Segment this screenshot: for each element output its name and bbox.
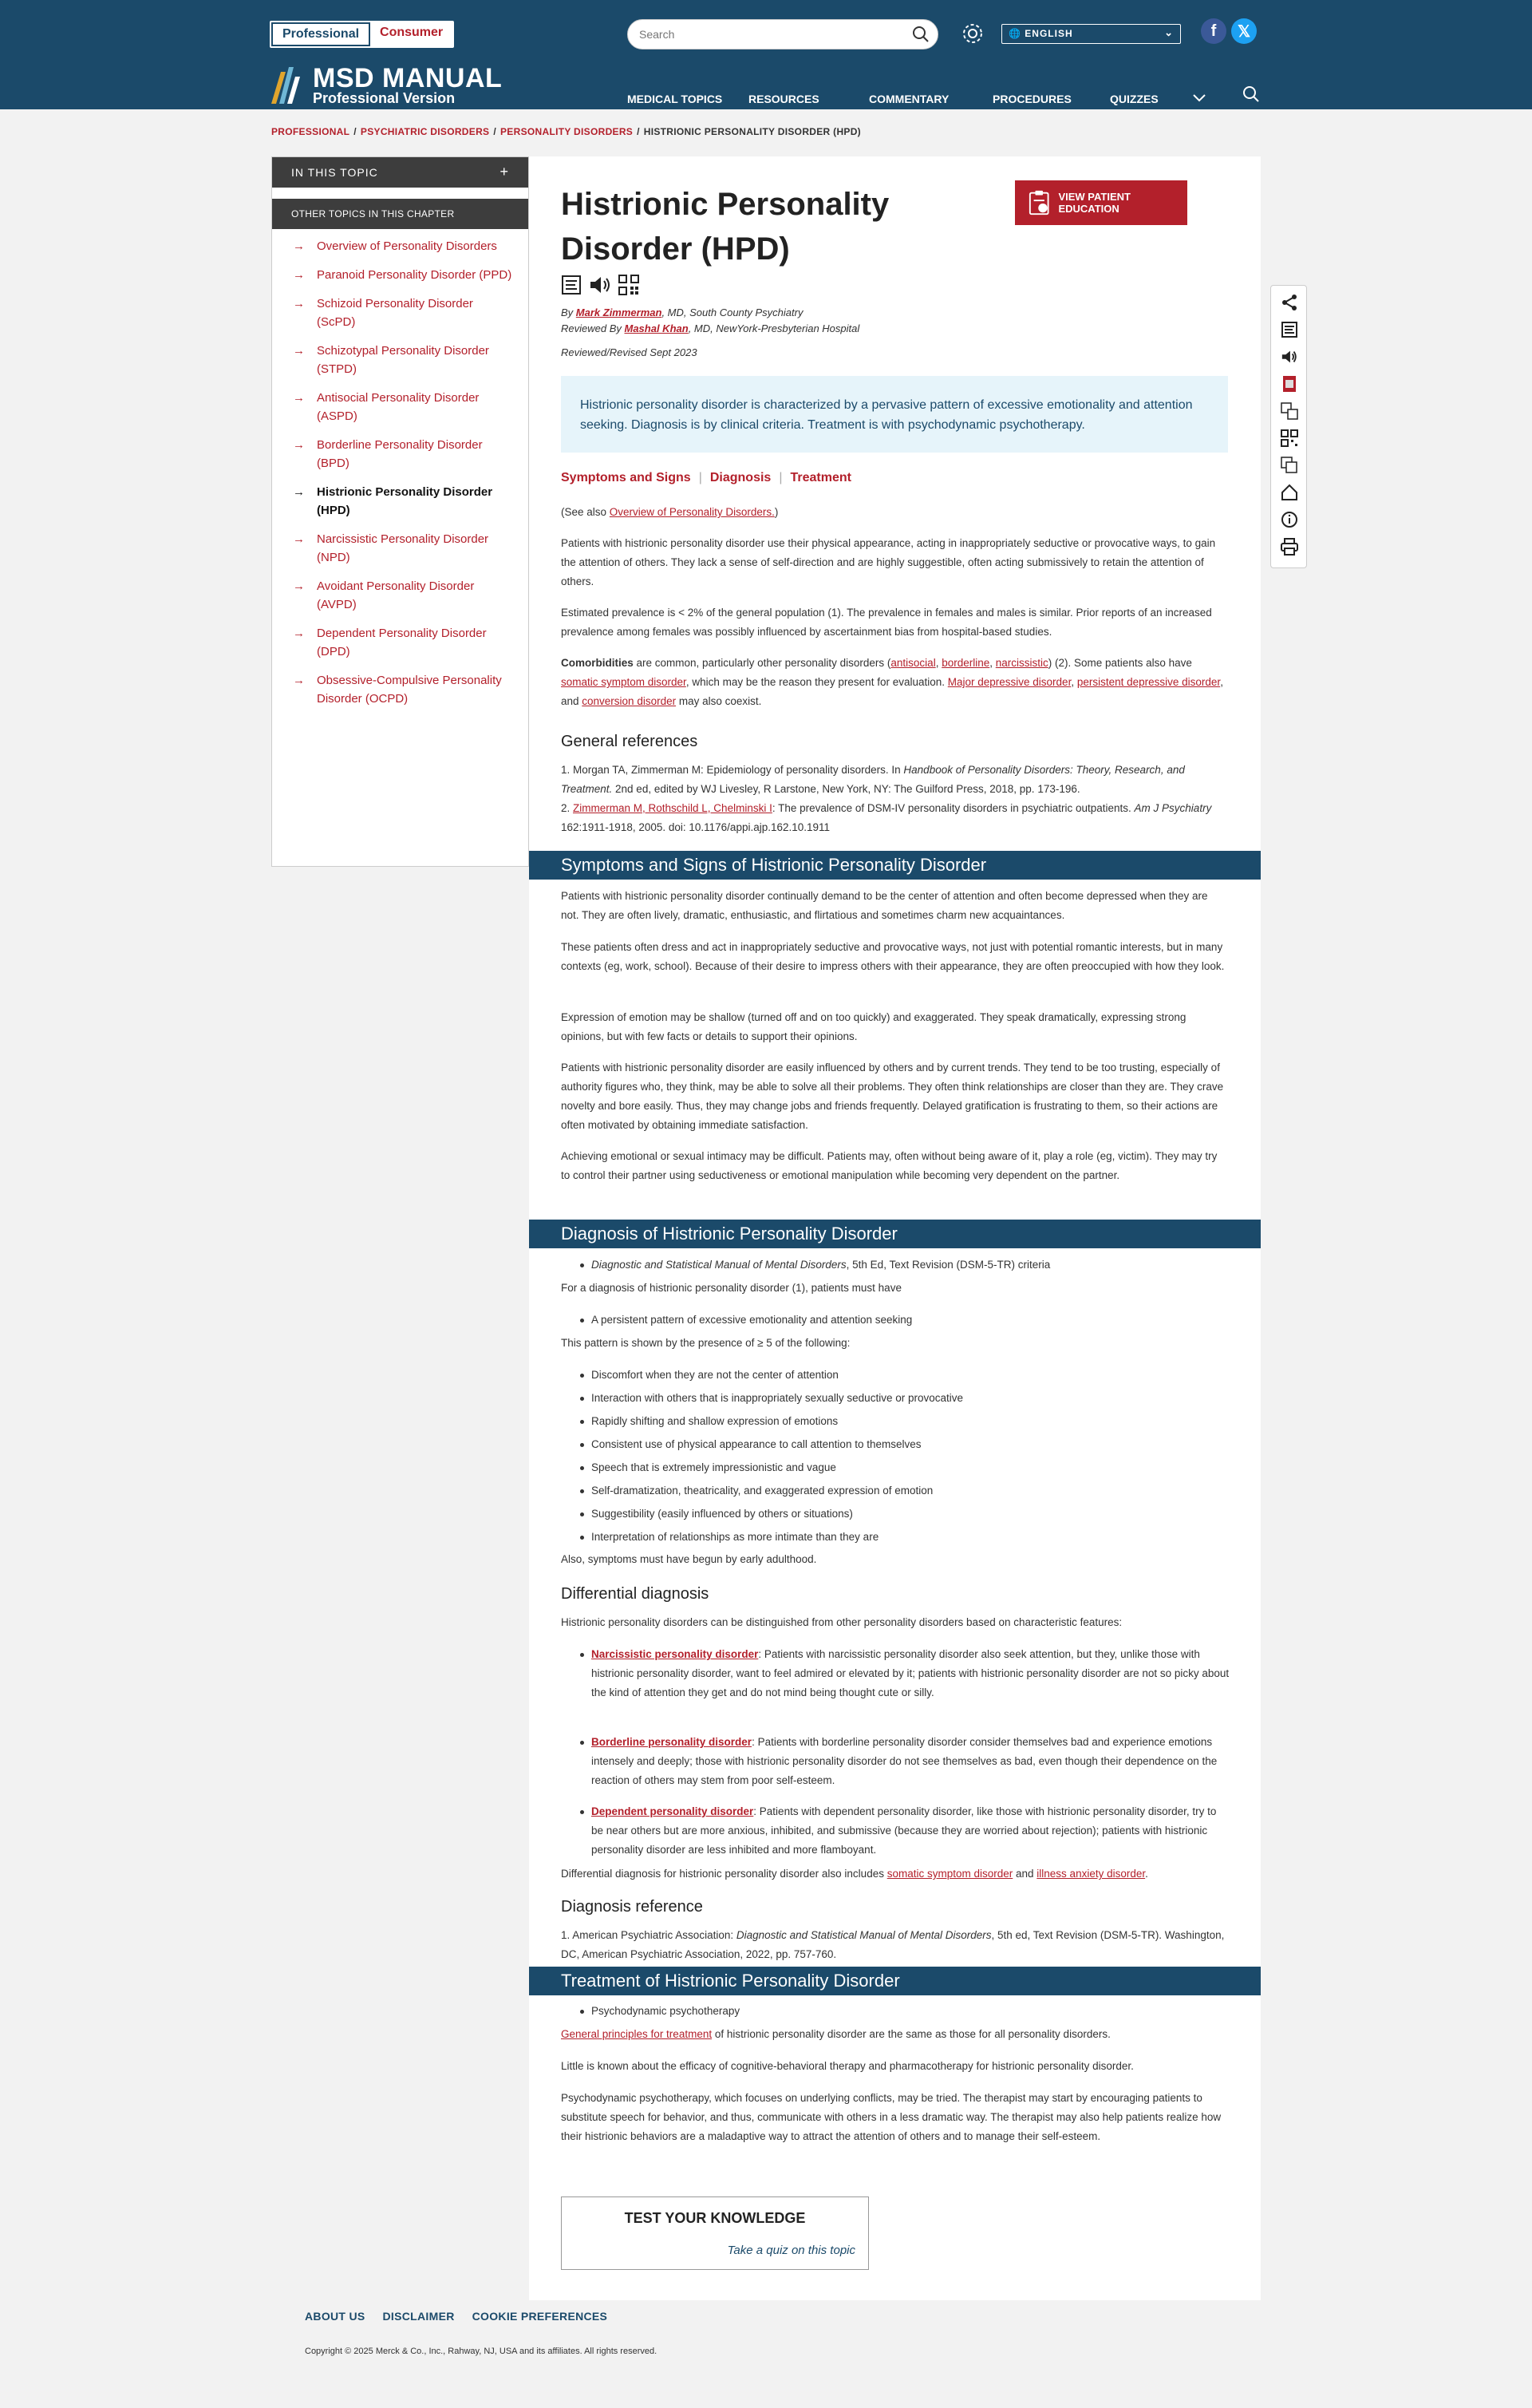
topic-jump-links: Symptoms and Signs | Diagnosis | Treatment [561, 471, 851, 484]
sidebar-item-obsessive-compulsive[interactable]: → Obsessive-Compulsive Personality Disorder (OCPD) [272, 671, 528, 708]
somatic-symptom-disorder-link[interactable]: somatic symptom disorder [886, 1868, 1013, 1880]
copy-icon[interactable] [1281, 457, 1298, 474]
symptoms-section-heading: Symptoms and Signs of Histrionic Personality Disorder [529, 851, 1261, 880]
disclaimer-link[interactable]: DISCLAIMER [382, 2310, 455, 2323]
in-this-topic-toggle[interactable]: IN THIS TOPIC + [272, 157, 528, 188]
treatment-section-heading: Treatment of Histrionic Personality Disorder [529, 1967, 1261, 1995]
footer-links [305, 2310, 607, 2323]
floating-toolbar [1270, 285, 1307, 568]
symptoms-paragraph-5: Achieving emotional or sexual intimacy may be difficult. Patients may, often without being aware of it, play a role (eg, victim). They may try to control their partner using seductiveness or emotional manipulation while becoming very dependent on the partner. [561, 1150, 1218, 1181]
gear-icon[interactable] [961, 22, 985, 48]
logo-mark-icon [270, 65, 306, 105]
list-item: A persistent pattern of excessive emotionality and attention seeking [591, 1311, 1230, 1330]
sidebar [271, 156, 529, 867]
arrow-right-icon: → [293, 239, 305, 253]
breadcrumb-personality-disorders[interactable]: PERSONALITY DISORDERS [500, 126, 634, 137]
breadcrumb-professional[interactable]: PROFESSIONAL [271, 126, 350, 137]
sidebar-item-narcissistic[interactable]: → Narcissistic Personality Disorder (NPD) [272, 530, 528, 567]
nav-procedures[interactable]: PROCEDURES [993, 93, 1072, 105]
globe-icon: 🌐 [1009, 28, 1021, 39]
nav-commentary[interactable]: COMMENTARY [869, 93, 950, 105]
sidebar-item-dependent[interactable]: → Dependent Personality Disorder (DPD) [272, 624, 528, 661]
cookie-preferences-link[interactable]: COOKIE PREFERENCES [472, 2310, 608, 2323]
share-icon[interactable] [1281, 294, 1298, 311]
jump-symptoms-link[interactable]: Symptoms and Signs [561, 471, 691, 484]
arrow-right-icon: → [293, 627, 305, 640]
overview-link[interactable]: Overview of Personality Disorders. [609, 506, 775, 518]
borderline-personality-link[interactable]: Borderline personality disorder [591, 1736, 752, 1748]
criteria-item: Rapidly shifting and shallow expression of emotions [591, 1412, 1230, 1431]
jump-diagnosis-link[interactable]: Diagnosis [709, 471, 772, 484]
reference-1: 1. Morgan TA, Zimmerman M: Epidemiology of personality disorders. In Handbook of Personality Disorders: Theory, Research, and Treatment. 2nd ed, edited by WJ Livesley, R Larstone, New York, NY: The Guilford Press, 2018, pp. 173-196. [561, 764, 1185, 795]
clipboard-icon [1028, 189, 1050, 216]
facebook-icon[interactable]: f [1201, 18, 1226, 44]
arrow-right-icon: → [293, 391, 305, 405]
nav-medical-topics[interactable]: MEDICAL TOPICS [627, 93, 723, 105]
criteria-item: Speech that is extremely impressionistic and vague [591, 1458, 1230, 1477]
logo-title: MSD MANUAL [313, 63, 503, 93]
somatic-symptom-link[interactable]: somatic symptom disorder [561, 676, 686, 688]
breadcrumb-psychiatric-disorders[interactable]: PSYCHIATRIC DISORDERS [360, 126, 490, 137]
breadcrumb: PROFESSIONAL / PSYCHIATRIC DISORDERS / PERSONALITY DISORDERS / HISTRIONIC PERSONALITY DISORDER (HPD) [271, 126, 861, 137]
article-tools [561, 275, 639, 298]
differential-item: Borderline personality disorder: Patients with borderline personality disorder consider themselves bad and experience emotions intensely and deeply; those with histrionic personality disorder do not see themselves as bad, even though their dependence on the reaction of others may stem from poor self-esteem. [591, 1733, 1230, 1790]
site-logo[interactable] [270, 65, 502, 105]
logo-subtitle: Professional Version [313, 90, 456, 106]
outline-icon[interactable] [1281, 321, 1298, 338]
sidebar-item-schizotypal[interactable]: → Schizotypal Personality Disorder (STPD) [272, 342, 528, 378]
persistent-depressive-link[interactable]: persistent depressive disorder [1076, 676, 1221, 688]
criteria-item: Interaction with others that is inappropriately sexually seductive or provocative [591, 1389, 1230, 1408]
sidebar-item-antisocial[interactable]: → Antisocial Personality Disorder (ASPD) [272, 389, 528, 425]
sidebar-item-avoidant[interactable]: → Avoidant Personality Disorder (AVPD) [272, 577, 528, 614]
reviewer-link[interactable]: Mashal Khan [624, 322, 689, 334]
list-item: Diagnostic and Statistical Manual of Mental Disorders, 5th Ed, Text Revision (DSM-5-TR) criteria [591, 1255, 1230, 1275]
topic-summary: Histrionic personality disorder is characterized by a pervasive pattern of excessive emotionality and attention seeking. Diagnosis is by clinical criteria. Treatment is with psychodynamic psychotherapy. [561, 376, 1228, 453]
symptoms-paragraph-2: These patients often dress and act in inappropriately seductive and provocative ways, not just with potential romantic interests, but in many contexts (eg, work, school). Because of their desire to impress others with their appearance, they are often preoccupied with how they look. [561, 941, 1225, 972]
sidebar-item-overview[interactable]: → Overview of Personality Disorders [272, 237, 528, 255]
see-also: (See also Overview of Personality Disorders.) [561, 506, 779, 518]
professional-toggle[interactable]: Professional [271, 22, 370, 46]
diagnosis-reference-1: 1. American Psychiatric Association: Diagnostic and Statistical Manual of Mental Disorders, 5th ed, Text Revision (DSM-5-TR). Washington, DC, American Psychiatric Association, 2022, pp. 757-760. [561, 1929, 1225, 1960]
treatment-paragraph-2: Little is known about the efficacy of cognitive-behavioral therapy and pharmacotherapy for histrionic personality disorder. [561, 2060, 1134, 2072]
nav-resources[interactable]: RESOURCES [748, 93, 819, 105]
language-select[interactable] [1001, 24, 1181, 44]
illness-anxiety-link[interactable]: illness anxiety disorder [1036, 1868, 1146, 1880]
consumer-toggle[interactable]: Consumer [380, 26, 444, 39]
copyright: Copyright © 2025 Merck & Co., Inc., Rahway, NJ, USA and its affiliates. All rights reserved. [305, 2347, 657, 2356]
audio-icon[interactable] [1281, 348, 1298, 366]
treatment-paragraph-1: General principles for treatment of histrionic personality disorder are the same as those for all personality disorders. [561, 2028, 1111, 2040]
other-topics-heading: OTHER TOPICS IN THIS CHAPTER [272, 199, 528, 229]
breadcrumb-current: HISTRIONIC PERSONALITY DISORDER (HPD) [643, 126, 861, 137]
view-patient-education-button[interactable]: VIEW PATIENT EDUCATION [1015, 180, 1187, 225]
treatment-paragraph-3: Psychodynamic psychotherapy, which focuses on underlying conflicts, may be tried. The therapist may start by encouraging patients to substitute speech for behavior, and thus, communicate with others in a less dramatic way. The therapist may also help patients realize how their histrionic behaviors are a maladaptive way to attract the attention of others and to manage their self-esteem. [561, 2092, 1222, 2142]
arrow-right-icon: → [293, 344, 305, 358]
audience-toggle [270, 21, 454, 48]
criteria-item: Consistent use of physical appearance to call attention to themselves [591, 1435, 1230, 1454]
differential-intro: Histrionic personality disorders can be distinguished from other personality disorders based on characteristic features: [561, 1616, 1123, 1628]
qr-code-icon[interactable] [618, 275, 639, 298]
antisocial-link[interactable]: antisocial [890, 657, 936, 669]
arrow-right-icon: → [293, 674, 305, 687]
article [529, 156, 1261, 2300]
twitter-icon[interactable]: 𝕏 [1231, 18, 1257, 44]
pdf-icon[interactable] [1281, 375, 1298, 393]
diagnosis-reference-heading: Diagnosis reference [561, 1898, 703, 1916]
narcissistic-personality-link[interactable]: Narcissistic personality disorder [591, 1648, 759, 1660]
intro-paragraph: Patients with histrionic personality disorder use their physical appearance, acting in inappropriately seductive or provocative ways, to gain the attention of others. They lack a sense of self-direction and are highly suggestible, often acting submissively to retain the attention of others. [561, 537, 1216, 587]
differential-item: Dependent personality disorder: Patients with dependent personality disorder, like those with histrionic personality disorder, try to be near others but are more anxious, inhibited, and submissive (because they are worried about rejection); patients with histrionic personality disorder are less inhibited and more flamboyant. [591, 1802, 1230, 1860]
symptoms-paragraph-4: Patients with histrionic personality disorder are easily influenced by others and by current trends. They tend to be too trusting, especially of authority figures who, they think, may be able to solve all their problems. They often think relationships are closer than they are. They crave novelty and bore easily. Thus, they may change jobs and friends frequently. Delayed gratification is frustrating to them, so their actions are often motivated by obtaining immediate satisfaction. [561, 1062, 1224, 1131]
translate-icon[interactable] [1281, 402, 1298, 420]
criteria-item: Suggestibility (easily influenced by others or situations) [591, 1505, 1230, 1524]
plus-icon: + [499, 164, 509, 180]
chevron-down-icon[interactable] [1192, 91, 1206, 108]
site-header [0, 0, 1532, 109]
arrow-right-icon: → [293, 579, 305, 593]
quiz-link[interactable]: Take a quiz on this topic [727, 2244, 855, 2257]
chapter-topic-list [272, 229, 528, 708]
major-depressive-link[interactable]: Major depressive disorder [947, 676, 1072, 688]
prevalence-paragraph: Estimated prevalence is < 2% of the general population (1). The prevalence in females and males is similar. Prior reports of an increased prevalence among females was possibly influenced by ascertainment bias from hospital-based studies. [561, 607, 1212, 638]
symptoms-paragraph-1: Patients with histrionic personality disorder continually demand to be the center of attention and often become depressed when they are not. They are often lively, dramatic, enthusiastic, and flirtatious and sometimes charm new acquaintances. [561, 890, 1208, 921]
symptoms-paragraph-3: Expression of emotion may be shallow (turned off and on too quickly) and exaggerated. They speak dramatically, expressing strong opinions, but with few facts or details to support their opinions. [561, 1011, 1187, 1042]
nav-search-icon[interactable] [1242, 85, 1260, 105]
quiz-card[interactable] [561, 2196, 869, 2270]
qr-code-icon[interactable] [1281, 429, 1298, 447]
page-title: Histrionic Personality Disorder (HPD) [561, 187, 890, 267]
ref2-authors-link[interactable]: Zimmerman M, Rothschild L, Chelminski I [573, 802, 772, 814]
chevron-down-icon: ⌄ [1164, 26, 1174, 38]
arrow-right-icon: → [293, 532, 305, 546]
narcissistic-link[interactable]: narcissistic [995, 657, 1048, 669]
sidebar-item-borderline[interactable]: → Borderline Personality Disorder (BPD) [272, 436, 528, 473]
arrow-right-icon: → [293, 268, 305, 282]
conversion-disorder-link[interactable]: conversion disorder [582, 695, 677, 707]
dependent-personality-link[interactable]: Dependent personality disorder [591, 1805, 754, 1817]
info-icon[interactable] [1281, 511, 1298, 528]
outline-icon[interactable] [561, 275, 582, 298]
general-references-heading: General references [561, 733, 698, 750]
diagnosis-section-heading: Diagnosis of Histrionic Personality Disorder [529, 1220, 1261, 1248]
main-nav [627, 93, 1194, 105]
reference-2: 2. Zimmerman M, Rothschild L, Chelminski I: The prevalence of DSM-IV personality disorders in psychiatric outpatients. Am J Psychiatry 162:1911-1918, 2005. doi: 10.1176/appi.ajp.162.10.1911 [561, 802, 1212, 833]
criteria-item: Interpretation of relationships as more intimate than they are [591, 1528, 1230, 1547]
about-us-link[interactable]: ABOUT US [305, 2310, 365, 2323]
print-icon[interactable] [1281, 538, 1298, 556]
comorbidities-paragraph: Comorbidities are common, particularly other personality disorders (antisocial, borderline, narcissistic) (2). Some patients also have somatic symptom disorder, which may be the reason they present for evaluation. Major depressive disorder, persistent depressive disorder, and conversion disorder may also coexist. [561, 657, 1223, 707]
arrow-right-icon: → [293, 438, 305, 452]
borderline-link[interactable]: borderline [942, 657, 990, 669]
quiz-title: TEST YOUR KNOWLEDGE [624, 2210, 806, 2226]
jump-treatment-link[interactable]: Treatment [790, 471, 851, 484]
home-icon[interactable] [1281, 484, 1298, 501]
sidebar-item-schizoid[interactable]: → Schizoid Personality Disorder (ScPD) [272, 295, 528, 331]
criteria-item: Discomfort when they are not the center of attention [591, 1366, 1230, 1385]
differential-diagnosis-heading: Differential diagnosis [561, 1585, 709, 1603]
author-link[interactable]: Mark Zimmerman [575, 306, 662, 318]
arrow-right-icon: → [293, 297, 305, 310]
arrow-right-icon: → [293, 485, 305, 499]
sidebar-item-histrionic[interactable]: → Histrionic Personality Disorder (HPD) [272, 483, 528, 520]
revised-date: Reviewed/Revised Sept 2023 [561, 346, 697, 358]
diagnosis-paragraph-3: Also, symptoms must have begun by early adulthood. [561, 1553, 817, 1565]
sidebar-item-paranoid[interactable]: → Paranoid Personality Disorder (PPD) [272, 266, 528, 284]
nav-quizzes[interactable]: QUIZZES [1110, 93, 1159, 105]
differential-item: Narcissistic personality disorder: Patients with narcissistic personality disorder also seek attention, but they, unlike those with histrionic personality disorder, want to feel admired or elevated by it; patients with histrionic personality disorder are not so picky about the kind of attention they get and do not mind being thought cute or silly. [591, 1645, 1230, 1702]
search-icon[interactable] [912, 26, 930, 45]
audio-icon[interactable] [588, 275, 612, 298]
diagnosis-paragraph-1: For a diagnosis of histrionic personality disorder (1), patients must have [561, 1282, 902, 1294]
diagnosis-paragraph-2: This pattern is shown by the presence of ≥ 5 of the following: [561, 1337, 851, 1349]
differential-also: Differential diagnosis for histrionic personality disorder also includes somatic symptom disorder and illness anxiety disorder. [561, 1868, 1148, 1880]
list-item: Psychodynamic psychotherapy [591, 2002, 1230, 2021]
author-info: By Mark Zimmerman, MD, South County Psychiatry Reviewed By Mashal Khan, MD, NewYork-Presbyterian Hospital [561, 306, 860, 334]
language-label: ENGLISH [1025, 28, 1073, 39]
general-principles-link[interactable]: General principles for treatment [561, 2028, 713, 2040]
criteria-item: Self-dramatization, theatricality, and exaggerated expression of emotion [591, 1481, 1230, 1501]
search-box [627, 19, 938, 49]
search-input[interactable] [639, 20, 894, 49]
